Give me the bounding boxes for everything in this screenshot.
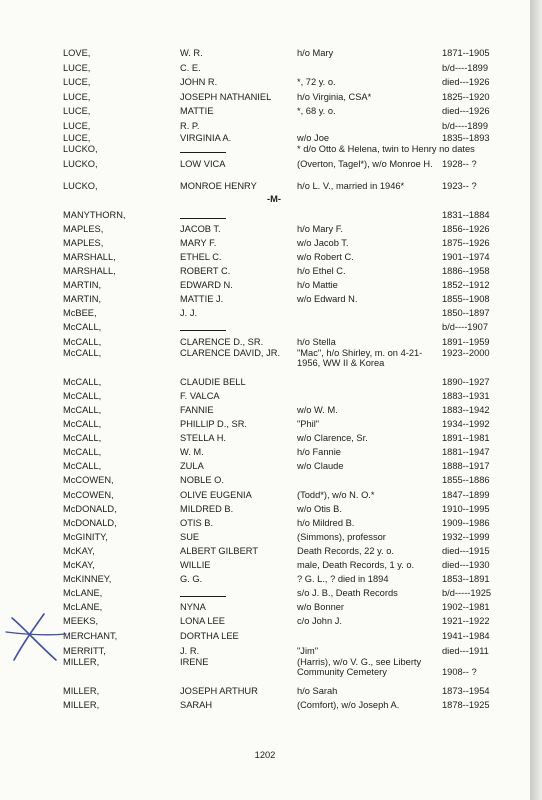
- entry-note-line: *, 72 y. o.: [297, 77, 336, 87]
- entry-surname: LUCE,: [63, 106, 91, 116]
- entry-given-name: LOW VICA: [180, 159, 226, 169]
- entry-note: [297, 657, 421, 677]
- entry-surname: LUCE,: [63, 63, 91, 73]
- entry-dates: 1825--1920: [442, 92, 490, 102]
- entry-note: [297, 700, 399, 710]
- entry-surname: MARSHALL,: [63, 252, 116, 262]
- blank-name-line: [180, 596, 226, 597]
- entry-note: [297, 560, 414, 570]
- entry-given-name: ETHEL C.: [180, 252, 222, 262]
- entry-surname: McCALL,: [63, 377, 102, 387]
- entry-note-line: h/o Virginia, CSA*: [297, 92, 372, 102]
- entry-dates: 1888--1917: [442, 461, 490, 471]
- entry-note-line: h/o Sarah: [297, 686, 338, 696]
- entry-given-name: F. VALCA: [180, 391, 220, 401]
- entry-note: [297, 602, 344, 612]
- section-separator: -M-: [267, 194, 281, 204]
- entry-dates: 1902--1981: [442, 602, 490, 612]
- entry-dates: 1835--1893: [442, 133, 490, 143]
- entry-note-line: *, 68 y. o.: [297, 106, 336, 116]
- entry-note: [297, 490, 375, 500]
- entry-dates: died---1926: [442, 106, 490, 116]
- entry-note: [297, 686, 337, 696]
- entry-given-name: MILDRED B.: [180, 504, 234, 514]
- entry-note-line: h/o L. V., married in 1946*: [297, 181, 405, 191]
- entry-dates: b/d----1907: [442, 322, 488, 332]
- entry-surname: McLANE,: [63, 588, 103, 598]
- entry-given-name: IRENE: [180, 657, 209, 667]
- entry-given-name: W. R.: [180, 48, 203, 58]
- entry-given-name: J. J.: [180, 308, 198, 318]
- entry-given-name: JOHN R.: [180, 77, 218, 87]
- entry-note: [297, 518, 354, 528]
- entry-given-name: OTIS B.: [180, 518, 214, 528]
- entry-dates: b/d----1899: [442, 63, 488, 73]
- entry-note-line: h/o Ethel C.: [297, 266, 346, 276]
- entry-note: [297, 181, 404, 191]
- entry-dates: 1850--1897: [442, 308, 490, 318]
- entry-note-line: w/o Claude: [297, 461, 344, 471]
- entry-given-name: W. M.: [180, 447, 204, 457]
- entry-note-line: h/o Mattie: [297, 280, 338, 290]
- entry-given-name: MATTIE J.: [180, 294, 224, 304]
- entry-note-line: w/o W. M.: [297, 405, 338, 415]
- entry-note-line: w/o Edward N.: [297, 294, 358, 304]
- entry-surname: McCALL,: [63, 348, 102, 358]
- entry-note: [297, 546, 394, 556]
- blank-name-line: [180, 218, 226, 219]
- entry-note: [297, 294, 357, 304]
- entry-surname: LUCKO,: [63, 159, 98, 169]
- entry-surname: McCALL,: [63, 447, 102, 457]
- entry-surname: McCOWEN,: [63, 490, 114, 500]
- entry-dates: 1928-- ?: [442, 159, 477, 169]
- entry-surname: MANYTHORN,: [63, 210, 126, 220]
- entry-surname: McCALL,: [63, 419, 102, 429]
- entry-given-name: MONROE HENRY: [180, 181, 257, 191]
- entry-given-name: JOSEPH ARTHUR: [180, 686, 258, 696]
- entry-given-name: JOSEPH NATHANIEL: [180, 92, 272, 102]
- entry-note: [297, 419, 319, 429]
- entry-note-line: "Jim": [297, 646, 319, 656]
- entry-dates: 1891--1959: [442, 337, 490, 347]
- entry-dates: 1883--1931: [442, 391, 490, 401]
- entry-given-name: SUE: [180, 532, 200, 542]
- entry-note-line: male, Death Records, 1 y. o.: [297, 560, 415, 570]
- entry-note-line: c/o John J.: [297, 616, 342, 626]
- entry-given-name: NOBLE O.: [180, 475, 224, 485]
- entry-given-name: WILLIE: [180, 560, 211, 570]
- entry-given-name: SARAH: [180, 700, 213, 710]
- entry-surname: MILLER,: [63, 700, 100, 710]
- entry-surname: McLANE,: [63, 602, 103, 612]
- entry-dates: b/d-----1925: [442, 588, 492, 598]
- entry-surname: McGINITY,: [63, 532, 108, 542]
- entry-dates: died---1911: [442, 646, 489, 656]
- entry-dates: 1910--1995: [442, 504, 490, 514]
- entry-surname: McKINNEY,: [63, 574, 112, 584]
- entry-note-line: h/o Mary: [297, 48, 334, 58]
- entry-surname: LUCKO,: [63, 181, 98, 191]
- entry-surname: LUCE,: [63, 77, 91, 87]
- entry-dates: 1923-- ?: [442, 181, 477, 191]
- entry-surname: McDONALD,: [63, 504, 117, 514]
- entry-note: [297, 337, 336, 347]
- entry-note: [297, 433, 368, 443]
- blank-name-line: [180, 152, 226, 153]
- entry-dates: 1891--1981: [442, 433, 490, 443]
- entry-dates: 1871--1905: [442, 48, 490, 58]
- entry-note: [297, 461, 344, 471]
- entry-note: [297, 447, 341, 457]
- entry-surname: McCALL,: [63, 405, 102, 415]
- entry-note: [297, 532, 386, 542]
- entry-given-name: R. P.: [180, 121, 200, 131]
- entry-note: [297, 266, 346, 276]
- entry-surname: LUCE,: [63, 121, 91, 131]
- entry-surname: LUCE,: [63, 133, 91, 143]
- entry-given-name: OLIVE EUGENIA: [180, 490, 252, 500]
- entry-note-line: (Comfort), w/o Joseph A.: [297, 700, 400, 710]
- entry-dates: 1921--1922: [442, 616, 490, 626]
- entry-surname: LUCKO,: [63, 144, 98, 154]
- entry-given-name: VIRGINIA A.: [180, 133, 232, 143]
- entry-surname: McKAY,: [63, 546, 95, 556]
- entry-note-line: * d/o Otto & Helena, twin to Henry no dates: [297, 144, 475, 154]
- entry-surname: MEEKS,: [63, 616, 99, 626]
- entry-given-name: JACOB T.: [180, 224, 221, 234]
- entry-dates: 1831--1884: [442, 210, 490, 220]
- entry-surname: MARTIN,: [63, 280, 102, 290]
- entry-dates: 1878--1925: [442, 700, 490, 710]
- entry-note: [297, 48, 333, 58]
- entry-surname: MAPLES,: [63, 238, 104, 248]
- entry-given-name: ALBERT GILBERT: [180, 546, 259, 556]
- entry-surname: MILLER,: [63, 657, 100, 667]
- entry-given-name: MARY F.: [180, 238, 217, 248]
- entry-note: [297, 405, 338, 415]
- entry-dates: 1853--1891: [442, 574, 490, 584]
- entry-dates: died---1915: [442, 546, 490, 556]
- entry-note: [297, 159, 433, 169]
- entry-note-line: (Simmons), professor: [297, 532, 386, 542]
- entry-given-name: LONA LEE: [180, 616, 225, 626]
- entry-dates: 1932--1999: [442, 532, 490, 542]
- entry-note: [297, 588, 398, 598]
- entry-note-continued: Community Cemetery: [297, 667, 387, 677]
- entry-dates: 1941--1984: [442, 631, 490, 641]
- entry-note: [297, 77, 336, 87]
- entry-note-continued: 1956, WW II & Korea: [297, 358, 385, 368]
- entry-dates: 1873--1954: [442, 686, 490, 696]
- entry-given-name: ZULA: [180, 461, 204, 471]
- entry-surname: MERCHANT,: [63, 631, 118, 641]
- entry-given-name: CLARENCE DAVID, JR.: [180, 348, 281, 358]
- entry-given-name: G. G.: [180, 574, 203, 584]
- entry-note: [297, 504, 342, 514]
- page-edge-shadow: [530, 0, 542, 800]
- entry-surname: McKAY,: [63, 560, 95, 570]
- entry-surname: MAPLES,: [63, 224, 104, 234]
- entry-dates: b/d----1899: [442, 121, 488, 131]
- entry-given-name: STELLA H.: [180, 433, 226, 443]
- entry-given-name: CLAUDIE BELL: [180, 377, 246, 387]
- entry-surname: MERRITT,: [63, 646, 106, 656]
- entry-note-line: w/o Clarence, Sr.: [297, 433, 368, 443]
- entry-dates: 1886--1958: [442, 266, 490, 276]
- entry-note-line: h/o Mary F.: [297, 224, 343, 234]
- entry-note: [297, 238, 349, 248]
- entry-surname: McCALL,: [63, 433, 102, 443]
- entry-note-line: (Todd*), w/o N. O.*: [297, 490, 375, 500]
- entry-surname: McCALL,: [63, 461, 102, 471]
- entry-given-name: PHILLIP D., SR.: [180, 419, 247, 429]
- entry-given-name: ROBERT C.: [180, 266, 231, 276]
- entry-surname: LUCE,: [63, 92, 91, 102]
- entry-note: [297, 348, 422, 368]
- entry-note-line: "Mac", h/o Shirley, m. on 4-21-: [297, 348, 423, 358]
- entry-note-line: w/o Jacob T.: [297, 238, 349, 248]
- entry-note-line: w/o Joe: [297, 133, 330, 143]
- entry-note-line: w/o Bonner: [297, 602, 345, 612]
- entry-note-line: w/o Otis B.: [297, 504, 342, 514]
- entry-surname: McCOWEN,: [63, 475, 114, 485]
- entry-dates: 1890--1927: [442, 377, 490, 387]
- entry-given-name: EDWARD N.: [180, 280, 233, 290]
- entry-dates: 1908-- ?: [442, 667, 477, 677]
- entry-note-line: ? G. L., ? died in 1894: [297, 574, 389, 584]
- entry-dates: 1901--1974: [442, 252, 490, 262]
- entry-dates: 1852--1912: [442, 280, 490, 290]
- entry-note-line: (Overton, Tagel*), w/o Monroe H.: [297, 159, 433, 169]
- entry-note-line: Death Records, 22 y. o.: [297, 546, 394, 556]
- entry-dates: died---1930: [442, 560, 490, 570]
- entry-given-name: FANNIE: [180, 405, 214, 415]
- entry-surname: MILLER,: [63, 686, 100, 696]
- entry-dates: 1875--1926: [442, 238, 490, 248]
- entry-note: [297, 106, 336, 116]
- entry-dates: 1909--1986: [442, 518, 490, 528]
- handwritten-cross-mark: [4, 612, 68, 664]
- entry-given-name: MATTIE: [180, 106, 214, 116]
- entry-dates: 1923--2000: [442, 348, 490, 358]
- entry-dates: 1856--1926: [442, 224, 490, 234]
- entry-given-name: DORTHA LEE: [180, 631, 239, 641]
- entry-note: [297, 133, 329, 143]
- entry-note-line: h/o Mildred B.: [297, 518, 355, 528]
- entry-note-line: h/o Fannie: [297, 447, 341, 457]
- entry-dates: 1855--1886: [442, 475, 490, 485]
- entry-dates: 1883--1942: [442, 405, 490, 415]
- entry-dates: 1881--1947: [442, 447, 490, 457]
- entry-surname: McBEE,: [63, 308, 97, 318]
- entry-surname: MARSHALL,: [63, 266, 116, 276]
- entry-dates: 1847--1899: [442, 490, 490, 500]
- entry-note: [297, 252, 354, 262]
- entry-surname: McDONALD,: [63, 518, 117, 528]
- entry-note-line: w/o Robert C.: [297, 252, 354, 262]
- entry-given-name: J. R.: [180, 646, 200, 656]
- entry-note: [297, 224, 343, 234]
- entry-surname: McCALL,: [63, 391, 102, 401]
- entry-given-name: NYNA: [180, 602, 206, 612]
- entry-dates: died---1926: [442, 77, 490, 87]
- entry-given-name: C. E.: [180, 63, 201, 73]
- entry-surname: LOVE,: [63, 48, 91, 58]
- entry-surname: MARTIN,: [63, 294, 102, 304]
- entry-note-line: (Harris), w/o V. G., see Liberty: [297, 657, 422, 667]
- entry-surname: McCALL,: [63, 337, 102, 347]
- entry-dates: 1934--1992: [442, 419, 490, 429]
- entry-note: [297, 280, 338, 290]
- entry-note-line: h/o Stella: [297, 337, 336, 347]
- page-number: 1202: [254, 750, 276, 760]
- entry-note-line: "Phil": [297, 419, 320, 429]
- entry-note: [297, 144, 475, 154]
- entry-dates: 1855--1908: [442, 294, 490, 304]
- entry-note: [297, 616, 342, 626]
- entry-given-name: CLARENCE D., SR.: [180, 337, 264, 347]
- entry-note: [297, 646, 318, 656]
- entry-surname: McCALL,: [63, 322, 102, 332]
- blank-name-line: [180, 330, 226, 331]
- entry-note: [297, 92, 371, 102]
- entry-note: [297, 574, 389, 584]
- entry-note-line: s/o J. B., Death Records: [297, 588, 398, 598]
